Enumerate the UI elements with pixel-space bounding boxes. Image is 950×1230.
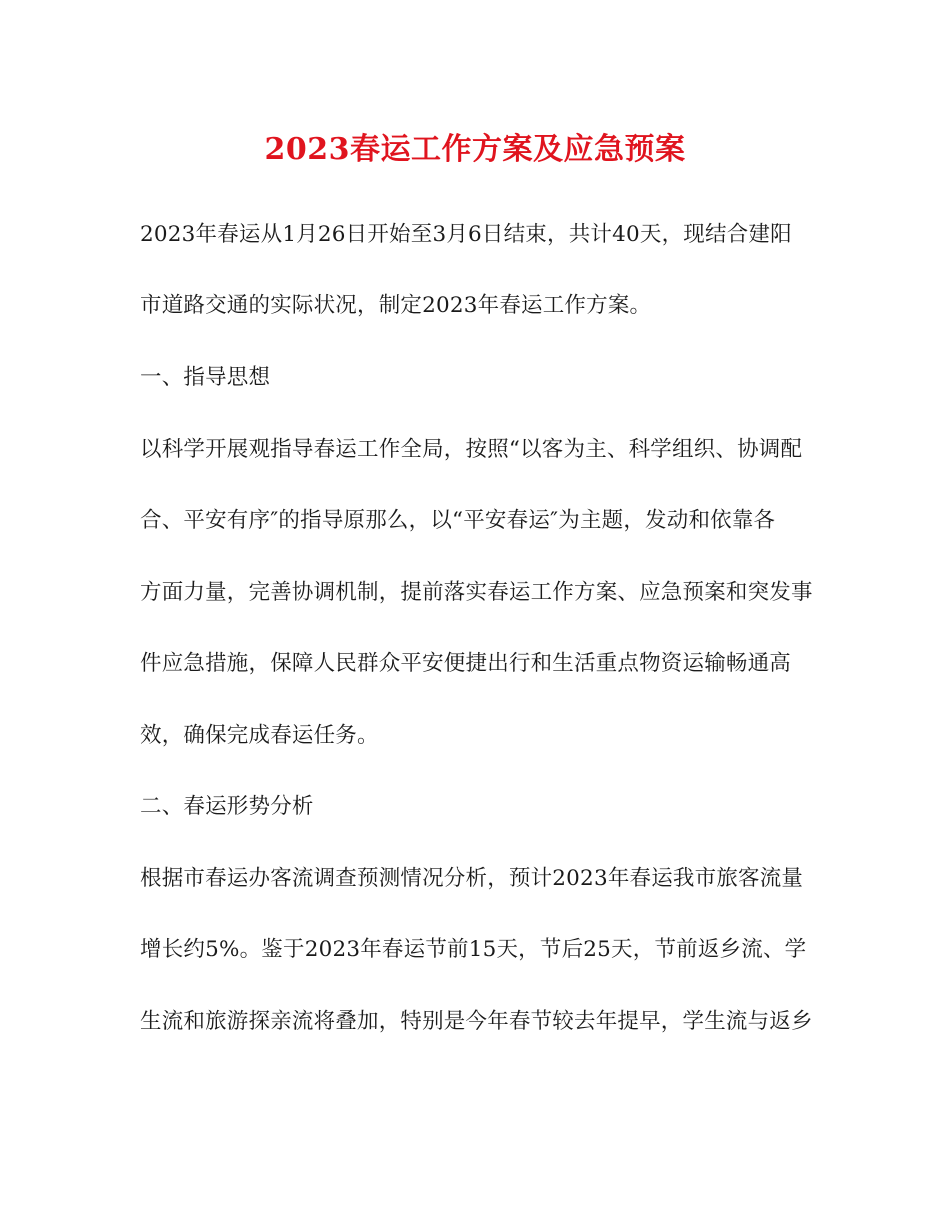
- section-heading: 一、指导思想: [140, 365, 271, 390]
- section-heading: 二、春运形势分析: [140, 794, 314, 819]
- paragraph-line: 2023年春运从1月26日开始至3月6日结束，共计40天，现结合建阳: [140, 222, 792, 247]
- paragraph-line: 以科学开展观指导春运工作全局，按照“以客为主、科学组织、协调配: [140, 437, 803, 462]
- paragraph-line: 增长约5%。鉴于2023年春运节前15天，节后25天，节前返乡流、学: [140, 937, 807, 962]
- paragraph-line: 市道路交通的实际状况，制定2023年春运工作方案。: [140, 293, 652, 318]
- paragraph-line: 件应急措施，保障人民群众平安便捷出行和生活重点物资运输畅通高: [140, 651, 792, 676]
- paragraph-line: 效，确保完成春运任务。: [140, 723, 379, 748]
- paragraph-line: 生流和旅游探亲流将叠加，特别是今年春节较去年提早，学生流与返乡: [140, 1009, 813, 1034]
- paragraph-line: 根据市春运办客流调查预测情况分析，预计2023年春运我市旅客流量: [140, 866, 804, 891]
- paragraph-line: 合、平安有序″的指导原那么，以“平安春运″为主题，发动和依靠各: [140, 508, 776, 533]
- paragraph-line: 方面力量，完善协调机制，提前落实春运工作方案、应急预案和突发事: [140, 580, 813, 605]
- document-title: 2023春运工作方案及应急预案: [264, 132, 686, 167]
